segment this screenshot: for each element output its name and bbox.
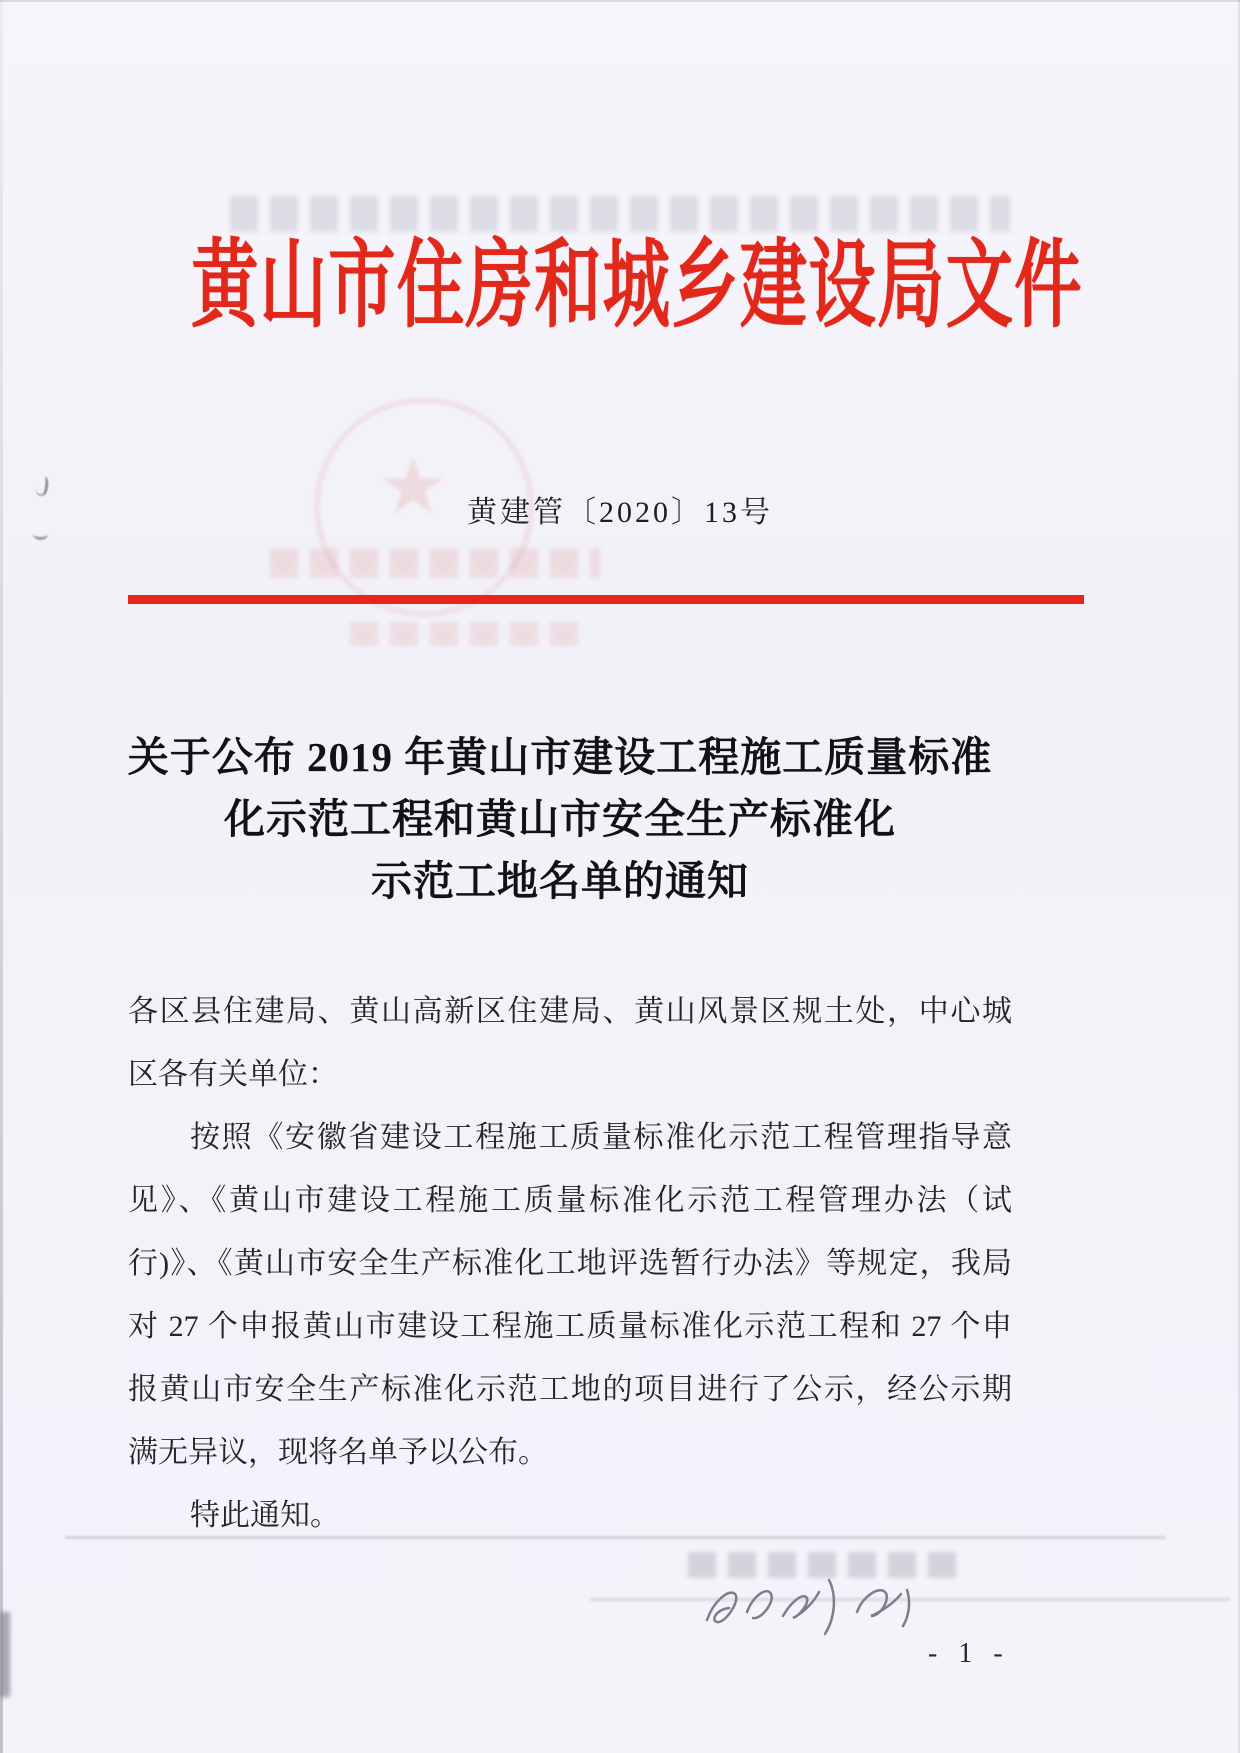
handwritten-signature	[695, 1572, 935, 1644]
body-line: 见》、《黄山市建设工程施工质量标准化示范工程管理办法（试	[128, 1184, 1012, 1217]
red-separator-line	[128, 595, 1084, 604]
body-line: 报黄山市安全生产标准化示范工地的项目进行了公示，经公示期	[128, 1373, 1012, 1406]
bleedthrough-seal-date	[350, 622, 590, 646]
body-line: 对 27 个申报黄山市建设工程施工质量标准化示范工程和 27 个申	[128, 1310, 1012, 1343]
scan-edge-top	[0, 0, 1240, 2]
body-line: 各区县住建局、黄山高新区住建局、黄山风景区规土处，中心城	[128, 995, 1012, 1028]
body-line: 满无异议，现将名单予以公布。	[128, 1436, 548, 1469]
body-line: 行)》、《黄山市安全生产标准化工地评选暂行办法》等规定，我局	[128, 1247, 1012, 1280]
title-line-1: 关于公布 2019 年黄山市建设工程施工质量标准	[127, 734, 993, 780]
document-title	[70, 726, 1050, 912]
scan-streak	[65, 1536, 1165, 1539]
body-line: 按照《安徽省建设工程施工质量标准化示范工程管理指导意	[190, 1121, 1012, 1154]
page-number: - 1 -	[928, 1638, 1010, 1669]
scan-smudge-bottom-left	[0, 1612, 10, 1697]
title-line-2: 化示范工程和黄山市安全生产标准化	[224, 796, 896, 842]
body-closing-line: 特此通知。	[190, 1499, 340, 1532]
body-line: 区各有关单位：	[128, 1058, 338, 1091]
bleedthrough-seal-text	[270, 548, 600, 578]
document-body	[128, 980, 1012, 1547]
agency-letterhead	[0, 226, 1100, 346]
document-reference-number: 黄建管〔2020〕13号	[467, 496, 773, 529]
agency-letterhead-text: 黄山市住房和城乡建设局文件	[191, 232, 1083, 339]
title-line-3: 示范工地名单的通知	[371, 858, 749, 904]
seal-star-icon: ★	[378, 443, 448, 530]
scan-streak	[590, 1598, 1230, 1601]
